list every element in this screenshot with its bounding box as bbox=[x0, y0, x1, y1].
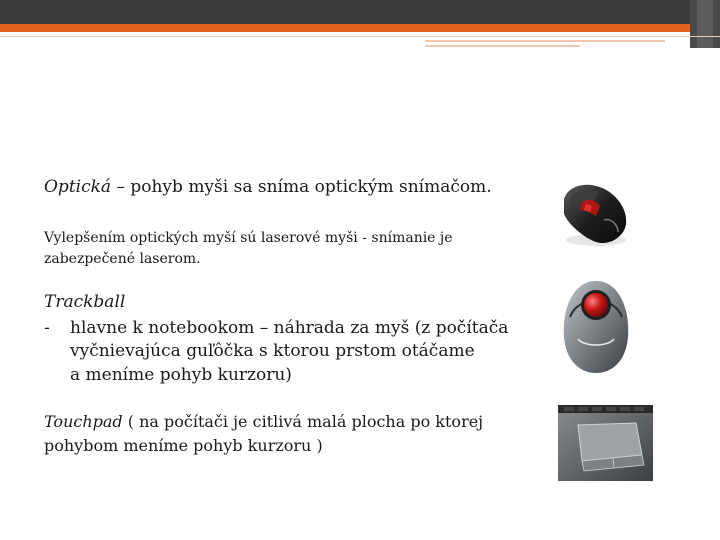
laptop-touchpad-image bbox=[558, 405, 653, 481]
optical-term: Optická bbox=[44, 177, 112, 197]
touchpad-line-1 bbox=[44, 412, 483, 431]
trackball-line-1-text: hlavne k notebookom – náhrada za myš (z počítača bbox=[70, 318, 509, 338]
optical-description: pohyb myši sa sníma optickým snímačom. bbox=[130, 177, 492, 197]
header-accent-bar bbox=[0, 24, 690, 32]
header-thin-line-short bbox=[425, 40, 665, 42]
bullet-dash: - bbox=[44, 318, 50, 338]
header-thin-line bbox=[0, 36, 720, 37]
laser-line-1: Vylepšením optických myší sú laserové myši - snímanie je bbox=[44, 230, 453, 246]
optical-separator: – bbox=[111, 177, 131, 197]
trackball-line-2: vyčnievajúca guľôčka s ktorou prstom otáčame bbox=[70, 341, 475, 361]
header-bar bbox=[0, 0, 720, 24]
optical-paragraph bbox=[44, 177, 492, 197]
laser-line-2: zabezpečené laserom. bbox=[44, 251, 201, 267]
touchpad-term: Touchpad bbox=[44, 412, 123, 431]
header-thin-line-shorter bbox=[425, 45, 580, 47]
optical-mouse-image bbox=[556, 180, 634, 250]
trackball-line-3: a meníme pohyb kurzoru) bbox=[70, 365, 292, 385]
touchpad-line-1-text: ( na počítači je citlivá malá plocha po ktorej bbox=[122, 412, 484, 431]
trackball-line-1 bbox=[44, 318, 508, 338]
touchpad-line-2: pohybom meníme pohyb kurzoru ) bbox=[44, 436, 323, 455]
trackball-term: Trackball bbox=[44, 292, 126, 312]
header-corner-strip-inner bbox=[697, 0, 713, 48]
trackball-mouse-image bbox=[560, 277, 632, 375]
